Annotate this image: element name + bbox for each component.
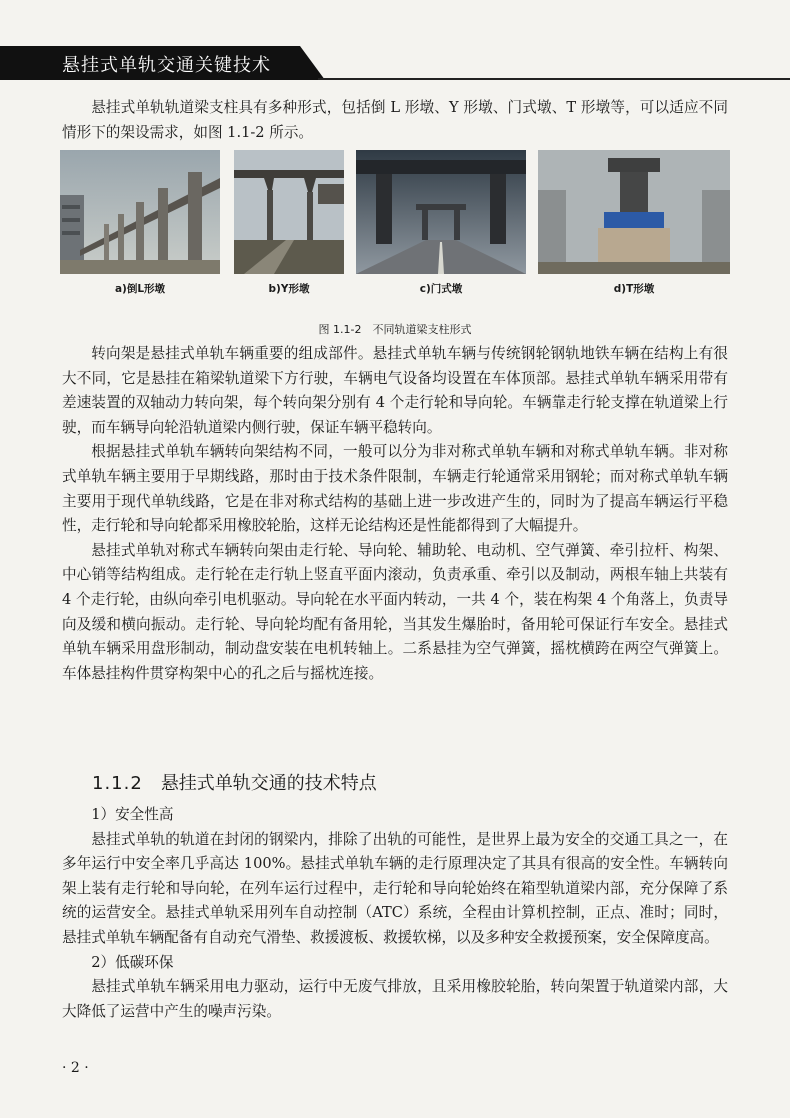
header-rule: [318, 78, 790, 80]
page-number: · 2 ·: [62, 1060, 89, 1076]
section-title: 悬挂式单轨交通的技术特点: [160, 773, 377, 794]
paragraph-low-carbon: 悬挂式单轨车辆采用电力驱动，运行中无废气排放，且采用橡胶轮胎，转向架置于轨道梁内部，大大降低了运营中产生的噪声污染。: [62, 978, 728, 1020]
figure-a-caption: a)倒L形墩: [114, 283, 166, 295]
body-paragraphs: [62, 342, 728, 686]
figure-b-caption: b)Y形墩: [268, 283, 310, 295]
figure-c-caption: c)门式墩: [419, 283, 463, 295]
section-heading: [92, 769, 377, 795]
figure-c: [356, 150, 526, 296]
photo-inverted-l-pier: [60, 150, 220, 274]
intro-paragraph: [62, 96, 728, 145]
photo-y-pier: [234, 150, 344, 274]
section-body: [62, 803, 728, 1024]
figure-row: [60, 150, 730, 295]
figure-d: [538, 150, 730, 296]
intro-text: 悬挂式单轨轨道梁支柱具有多种形式，包括倒 L 形墩、Y 形墩、门式墩、T 形墩等，可以适应不同情形下的架设需求，如图 1.1-2 所示。: [62, 99, 728, 141]
figure-d-caption: d)T形墩: [613, 283, 655, 295]
section-number: 1.1.2: [92, 773, 143, 794]
book-title: 悬挂式单轨交通关键技术: [62, 55, 271, 76]
subheading-low-carbon: 2）低碳环保: [91, 953, 174, 971]
paragraph-structure: 悬挂式单轨对称式车辆转向架由走行轮、导向轮、辅助轮、电动机、空气弹簧、牵引拉杆、构架、中心销等结构组成。走行轮在走行轨上竖直平面内滚动，负责承重、牵引以及制动，两根车轴上共装有 4 个走行轮，由纵向牵引电机驱动。导向轮在水平面内转动，一共 4 个，装在构架 4 个角落上，负责导向及缓和横向振动。走行轮、导向轮均配有备用轮，当其发生爆胎时，备用轮可保证行车安全。悬挂式单轨车辆采用盘形制动，制动盘安装在电机转轴上。二系悬挂为空气弹簧，摇枕横跨在两空气弹簧上。车体悬挂构件贯穿构架中心的孔之后与摇枕连接。: [62, 541, 728, 682]
figure-caption: 图 1.1-2 不同轨道梁支柱形式: [318, 323, 472, 336]
running-header: [0, 46, 790, 80]
figure-a: [60, 150, 220, 296]
paragraph-bogie: 转向架是悬挂式单轨车辆重要的组成部件。悬挂式单轨车辆与传统钢轮钢轨地铁车辆在结构上有很大不同，它是悬挂在箱梁轨道梁下方行驶，车辆电气设备均设置在车体顶部。悬挂式单轨车辆采用带有差速装置的双轴动力转向架，每个转向架分别有 4 个走行轮和导向轮。车辆靠走行轮支撑在轨道梁上行驶，而车辆导向轮沿轨道梁内侧行驶，保证车辆平稳转向。: [62, 345, 728, 436]
paragraph-safety: 悬挂式单轨的轨道在封闭的钢梁内，排除了出轨的可能性，是世界上最为安全的交通工具之一，在多年运行中安全率几乎高达 100%。悬挂式单轨车辆的走行原理决定了其具有很高的安全性。车辆转向架上装有走行轮和导向轮，在列车运行过程中，走行轮和导向轮始终在箱型轨道梁内部，充分保障了系统的运营安全。悬挂式单轨采用列车自动控制（ATC）系统，全程由计算机控制，正点、准时；同时，悬挂式单轨车辆配备有自动充气滑垫、救援渡板、救援软梯，以及多种安全救援预案，安全保障度高。: [62, 830, 728, 946]
subheading-safety: 1）安全性高: [91, 806, 174, 823]
photo-t-pier: [538, 150, 730, 274]
figure-b: [234, 150, 344, 296]
paragraph-types: 根据悬挂式单轨车辆转向架结构不同，一般可以分为非对称式单轨车辆和对称式单轨车辆。非对称式单轨车辆主要用于早期线路，那时由于技术条件限制，车辆走行轮通常采用钢轮；而对称式单轨车辆主要用于现代单轨线路，它是在非对称式结构的基础上进一步改进产生的，同时为了提高车辆运行平稳性，走行轮和导向轮都采用橡胶轮胎，这样无论结构还是性能都得到了大幅提升。: [62, 443, 728, 535]
photo-portal-pier: [356, 150, 526, 274]
